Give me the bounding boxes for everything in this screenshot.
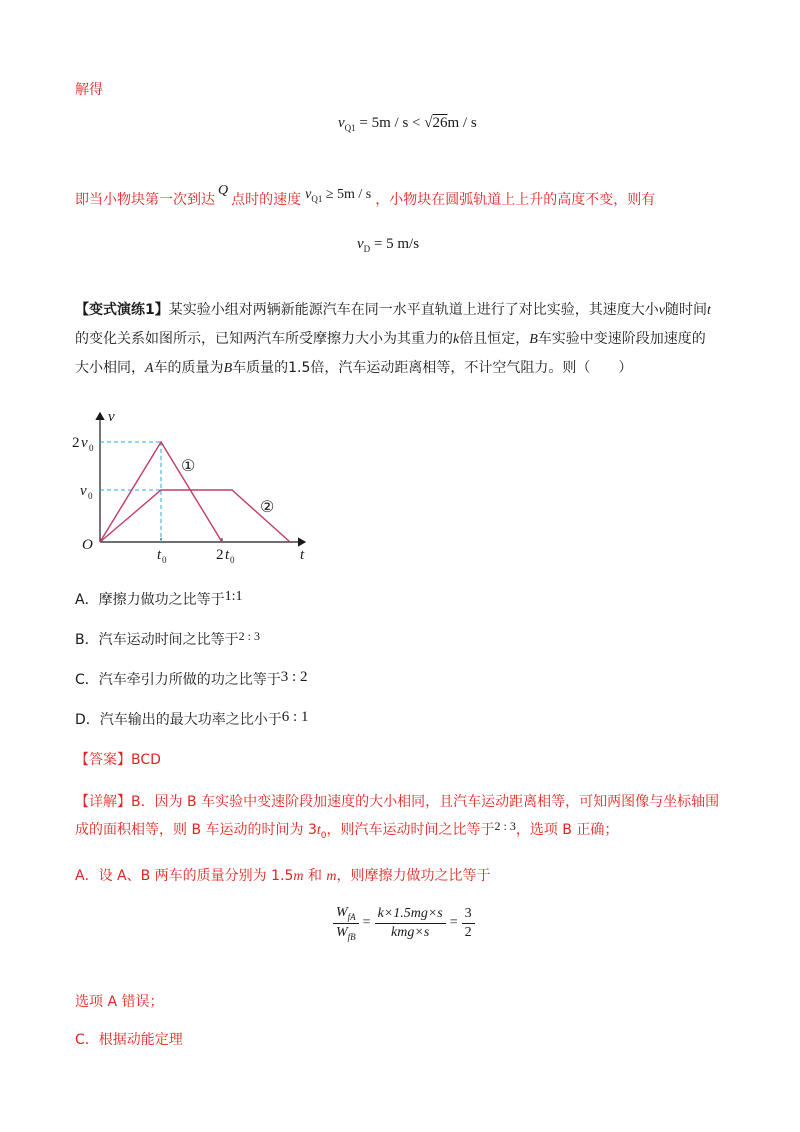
detail-a-line: A．设 A、B 两车的质量分别为 1.5m 和 m，则摩擦力做功之比等于 (75, 868, 491, 884)
detail-b: 【详解】B．因为 B 车实验中变速阶段加速度的大小相同，且汽车运动距离相等，可知两图像与坐标轴围 成的面积相等，则 B 车运动的时间为 $3t_0$，则汽车运动时间之比等于2 : 3，选项 B 正确； (75, 794, 720, 841)
origin-label: O (82, 537, 93, 553)
y-axis-label: v (108, 409, 115, 425)
curve-2-label: ② (260, 499, 275, 516)
y-tick-2v0: v (81, 435, 88, 451)
y-tick-v0-sub: 0 (88, 491, 93, 501)
x-tick-2t0-label: t (225, 547, 230, 563)
y-tick-v0: v (80, 483, 87, 499)
detail-a-conclusion: 选项 A 错误； (75, 994, 164, 1010)
answer-line: 【答案】BCD (75, 752, 161, 768)
problem-statement: 【变式演练1】某实验小组对两辆新能源汽车在同一水平直轨道上进行了对比实验，其速度大小v随时间t 的变化关系如图所示，已知两汽车所受摩擦力大小为其重力的k倍且恒定，B车实验中变速阶段加速度的 大小相同，A车的质量为B车质量的1.5倍，汽车运动距离相等，不计空气阻力。则（ ） (75, 302, 711, 376)
x-tick-2t0-coef: 2 (216, 547, 224, 563)
equation-friction-ratio: $\frac{W_{fA}}{W_{fB}}$ = $\frac{k\times 1.5mg\times s}{\text{kmg×s}}$ = $\frac{3}{2}$ (333, 905, 475, 942)
x-tick-t0-label: t (157, 547, 162, 563)
solution-heading: 解得 (75, 82, 103, 98)
option-a[interactable]: A．摩擦力做功之比等于1:1 (75, 589, 243, 608)
x-tick-t0-sub: 0 (162, 555, 167, 565)
velocity-time-graph (70, 405, 330, 565)
option-b[interactable]: B．汽车运动时间之比等于2 : 3 (75, 629, 260, 648)
y-tick-2v0-sub: 0 (89, 443, 94, 453)
equation-vq1: $v_{Q1} = 5m / s < √26m / s$ (338, 115, 477, 133)
curve-1-label: ① (181, 458, 196, 475)
y-tick-2v0-coef: 2 (72, 435, 80, 451)
x-axis-label: t (300, 547, 305, 563)
detail-c-line: C．根据动能定理 (75, 1032, 183, 1048)
equation-vd: $v_D = 5$ m/s (357, 236, 420, 254)
x-tick-2t0-sub: 0 (230, 555, 235, 565)
solution-condition-line: 即当小物块第一次到达Q点时的速度 $v_{Q1} \ge 5m / s$ ，小物块在圆弧轨道上上升的高度不变，则有 (75, 183, 656, 208)
option-c[interactable]: C．汽车牵引力所做的功之比等于3 : 2 (75, 669, 308, 688)
option-d[interactable]: D．汽车输出的最大功率之比小于6 : 1 (75, 709, 309, 728)
